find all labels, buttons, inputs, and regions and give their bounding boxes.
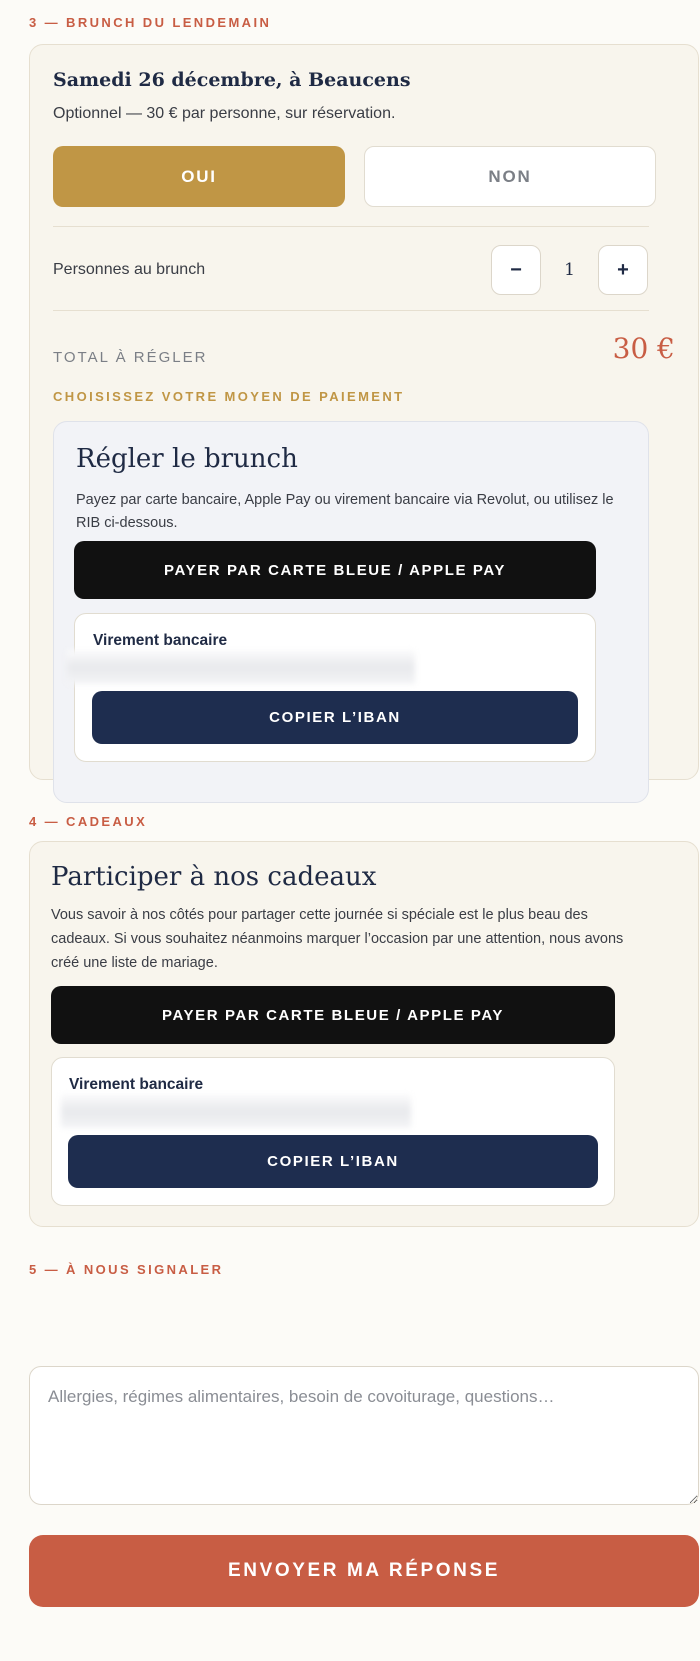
payment-panel-title: Régler le brunch (76, 444, 298, 474)
payment-panel-description: Payez par carte bancaire, Apple Pay ou virement bancaire via Revolut, ou utilisez le RIB ci-dessous. (76, 492, 614, 531)
people-count-value: 1 (564, 260, 575, 280)
bank-transfer-box (51, 1057, 615, 1206)
brunch-subtitle: Optionnel — 30 € par personne, sur réservation. (53, 105, 396, 122)
brunch-title: Samedi 26 décembre, à Beaucens (53, 69, 411, 91)
decrement-button[interactable]: − (491, 245, 541, 295)
redacted-iban (67, 650, 415, 684)
copy-iban-button[interactable]: COPIER L’IBAN (68, 1135, 598, 1188)
gifts-card (29, 841, 699, 1227)
gifts-title: Participer à nos cadeaux (51, 862, 377, 892)
brunch-no-button[interactable]: NON (364, 146, 656, 207)
divider (53, 310, 649, 311)
people-count-label: Personnes au brunch (53, 261, 206, 278)
section-label-notes: 5 — À NOUS SIGNALER (29, 1262, 224, 1277)
total-value: 30 € (612, 332, 675, 365)
gifts-description: Vous savoir à nos côtés pour partager cette journée si spéciale est le plus beau des cadeaux. Si vous souhaitez néanmoins marquer l’occasion par une attention, nous avons créé une liste de mariage. (51, 907, 624, 971)
bank-transfer-box (74, 613, 596, 762)
copy-iban-button[interactable]: COPIER L’IBAN (92, 691, 578, 744)
section-label-brunch: 3 — BRUNCH DU LENDEMAIN (29, 15, 272, 30)
brunch-yes-button[interactable]: OUI (53, 146, 345, 207)
total-label: TOTAL À RÉGLER (53, 349, 208, 366)
bank-transfer-title: Virement bancaire (93, 632, 228, 649)
notes-textarea[interactable] (29, 1366, 699, 1505)
submit-button[interactable]: ENVOYER MA RÉPONSE (29, 1535, 699, 1607)
redacted-iban (61, 1094, 411, 1128)
pay-card-button[interactable]: PAYER PAR CARTE BLEUE / APPLE PAY (51, 986, 615, 1044)
divider (53, 226, 649, 227)
bank-transfer-title: Virement bancaire (69, 1076, 204, 1093)
brunch-card (29, 44, 699, 780)
increment-button[interactable]: + (598, 245, 648, 295)
payment-method-label: CHOISISSEZ VOTRE MOYEN DE PAIEMENT (53, 389, 405, 404)
pay-card-button[interactable]: PAYER PAR CARTE BLEUE / APPLE PAY (74, 541, 596, 599)
section-label-gifts: 4 — CADEAUX (29, 814, 148, 829)
brunch-payment-panel (53, 421, 649, 803)
